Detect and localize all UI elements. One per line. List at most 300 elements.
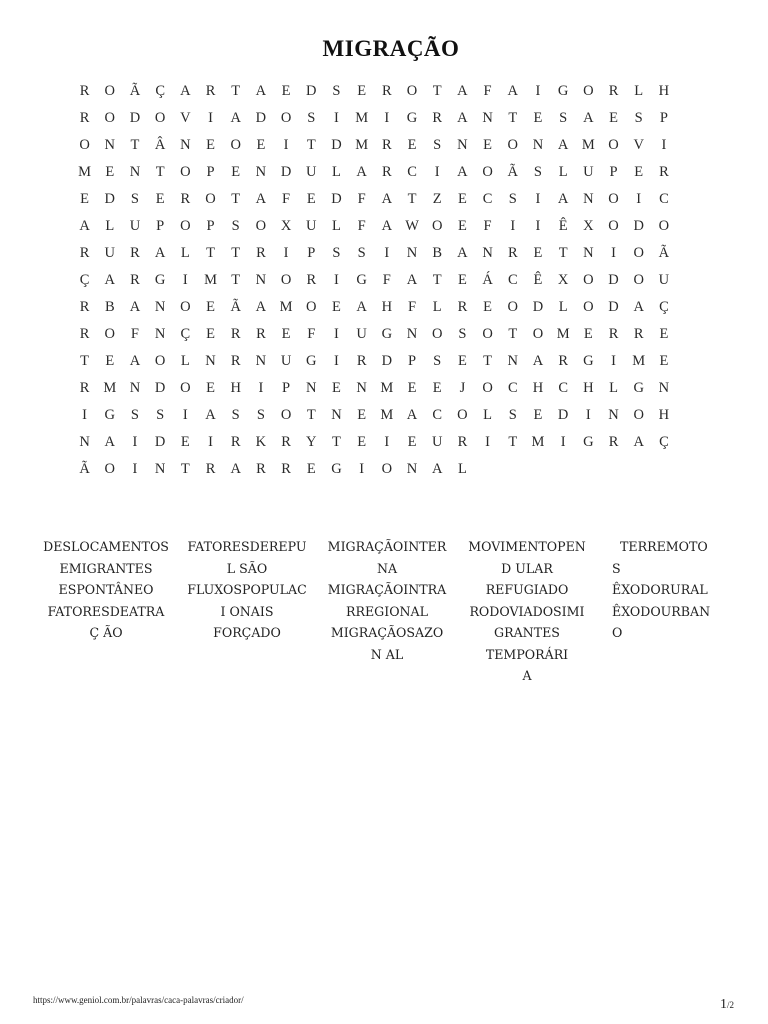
word-item: FLUXOSPOPULAC: [187, 582, 307, 597]
grid-letter: Ã: [79, 461, 90, 477]
grid-letter: I: [636, 191, 642, 207]
grid-letter: L: [609, 380, 618, 396]
word-column-2: [180, 536, 314, 644]
word-item: A: [522, 668, 532, 683]
grid-letter: O: [482, 326, 493, 342]
grid-letter: R: [382, 83, 392, 99]
grid-letter: R: [79, 326, 90, 342]
grid-letter: D: [608, 299, 619, 315]
grid-letter: F: [282, 191, 291, 207]
grid-letter: G: [583, 353, 594, 369]
grid-letter: I: [535, 218, 541, 234]
word-item: ÊXODOURBAN: [612, 603, 711, 619]
grid-letter: M: [632, 353, 646, 369]
grid-letter: F: [130, 326, 139, 342]
grid-letter: U: [129, 218, 141, 234]
grid-letter: O: [658, 218, 670, 234]
grid-letter: R: [230, 434, 241, 450]
grid-letter: G: [154, 272, 166, 288]
grid-letter: O: [180, 164, 191, 180]
grid-letter: L: [332, 218, 341, 234]
grid-letter: S: [433, 353, 442, 369]
grid-letter: L: [558, 299, 568, 315]
grid-letter: D: [104, 191, 116, 207]
grid-letter: M: [531, 434, 545, 450]
word-item: FORÇADO: [213, 625, 281, 640]
grid-letter: S: [533, 164, 542, 180]
grid-letter: I: [334, 110, 339, 126]
grid-letter: M: [78, 164, 92, 180]
grid-letter: A: [104, 272, 116, 288]
grid-letter: A: [255, 299, 267, 315]
grid-letter: U: [104, 245, 116, 261]
grid-letter: T: [432, 83, 442, 99]
grid-letter: I: [384, 434, 390, 450]
grid-letter: N: [154, 299, 166, 315]
grid-letter: Ç: [79, 272, 90, 288]
grid-letter: R: [230, 353, 241, 369]
grid-letter: W: [405, 218, 419, 234]
grid-letter: N: [180, 137, 191, 153]
grid-letter: E: [634, 164, 644, 180]
grid-letter: B: [104, 299, 115, 315]
grid-letter: N: [406, 245, 418, 261]
grid-letter: R: [230, 326, 241, 342]
grid-letter: E: [357, 83, 367, 99]
grid-letter: T: [558, 245, 568, 261]
grid-letter: N: [129, 164, 141, 180]
grid-letter: A: [79, 218, 90, 234]
grid-letter: U: [431, 434, 443, 450]
grid-letter: T: [483, 353, 493, 369]
grid-letter: E: [457, 353, 467, 369]
grid-letter: R: [256, 245, 266, 261]
grid-letter: Ç: [180, 326, 191, 342]
grid-letter: R: [79, 83, 90, 99]
grid-letter: Ç: [659, 434, 669, 450]
grid-letter: Ê: [558, 218, 568, 234]
grid-letter: P: [206, 164, 215, 180]
grid-letter: R: [558, 353, 568, 369]
grid-letter: A: [457, 245, 468, 261]
grid-letter: A: [583, 110, 594, 126]
grid-letter: E: [407, 137, 417, 153]
grid-letter: S: [130, 407, 139, 423]
grid-letter: Ã: [230, 299, 241, 315]
grid-letter: E: [432, 380, 442, 396]
grid-letter: E: [231, 164, 241, 180]
grid-letter: E: [659, 326, 669, 342]
grid-letter: I: [334, 272, 339, 288]
grid-letter: D: [154, 380, 166, 396]
grid-letter: O: [633, 407, 644, 423]
grid-letter: T: [231, 191, 241, 207]
grid-letter: P: [282, 380, 291, 396]
grid-letter: N: [658, 380, 670, 396]
grid-letter: M: [380, 407, 394, 423]
grid-letter: S: [332, 245, 341, 261]
grid-letter: N: [608, 407, 619, 423]
word-item: I ONAIS: [220, 603, 274, 619]
grid-letter: G: [406, 110, 418, 126]
grid-letter: F: [483, 83, 492, 99]
word-item: S: [612, 560, 621, 576]
grid-letter: I: [132, 461, 138, 477]
word-item: N AL: [370, 646, 404, 662]
grid-letter: A: [633, 434, 644, 450]
grid-letter: I: [434, 164, 440, 180]
grid-letter: D: [331, 191, 342, 207]
grid-letter: A: [381, 191, 393, 207]
grid-letter: O: [79, 137, 90, 153]
grid-letter: G: [356, 272, 367, 288]
grid-letter: C: [507, 272, 518, 288]
grid-letter: T: [332, 434, 341, 450]
grid-letter: R: [507, 245, 518, 261]
grid-letter: O: [608, 191, 619, 207]
grid-letter: D: [306, 83, 317, 99]
grid-letter: D: [532, 299, 544, 315]
grid-letter: M: [380, 380, 394, 396]
grid-letter: O: [280, 110, 292, 126]
grid-letter: C: [507, 380, 518, 396]
grid-letter: N: [129, 380, 141, 396]
grid-letter: N: [255, 272, 267, 288]
word-item: ESPONTÂNEO: [58, 582, 154, 597]
grid-letter: X: [280, 218, 292, 234]
grid-letter: J: [459, 380, 466, 396]
grid-letter: S: [433, 137, 442, 153]
word-item: NA: [376, 560, 398, 576]
grid-letter: O: [154, 353, 166, 369]
grid-letter: N: [406, 326, 418, 342]
grid-letter: D: [381, 353, 393, 369]
grid-letter: P: [659, 110, 668, 126]
grid-letter: A: [129, 299, 141, 315]
grid-letter: R: [608, 434, 619, 450]
grid-letter: I: [283, 137, 289, 153]
grid-letter: P: [307, 245, 316, 261]
grid-letter: K: [255, 434, 267, 450]
grid-letter: V: [180, 110, 191, 126]
grid-letter: O: [482, 164, 493, 180]
word-item: O: [612, 625, 623, 640]
grid-letter: O: [280, 272, 292, 288]
grid-letter: E: [105, 164, 115, 180]
grid-letter: A: [104, 434, 116, 450]
grid-letter: L: [457, 461, 467, 477]
grid-letter: C: [482, 191, 493, 207]
grid-letter: T: [206, 245, 215, 261]
grid-letter: A: [230, 461, 241, 477]
grid-letter: R: [432, 110, 443, 126]
grid-letter: I: [560, 434, 566, 450]
grid-letter: N: [457, 137, 468, 153]
word-item: RREGIONAL: [346, 603, 428, 619]
grid-letter: T: [155, 164, 165, 180]
grid-letter: U: [583, 164, 594, 180]
grid-letter: D: [129, 110, 141, 126]
word-item: RODOVIADOSIMI: [469, 603, 585, 619]
grid-letter: M: [279, 299, 293, 315]
grid-letter: N: [507, 353, 519, 369]
grid-letter: O: [583, 83, 594, 99]
page-title: MIGRAÇÃO: [322, 36, 460, 61]
grid-letter: T: [508, 110, 518, 126]
grid-letter: E: [332, 299, 341, 315]
grid-letter: O: [104, 110, 116, 126]
grid-letter: U: [306, 218, 317, 234]
grid-letter: S: [508, 191, 517, 207]
grid-letter: M: [355, 110, 369, 126]
grid-letter: R: [256, 461, 266, 477]
grid-letter: O: [104, 461, 116, 477]
grid-letter: I: [384, 110, 390, 126]
grid-letter: F: [357, 191, 366, 207]
grid-letter: R: [79, 245, 90, 261]
grid-letter: O: [280, 407, 292, 423]
grid-letter: P: [407, 353, 417, 369]
grid-letter: E: [357, 407, 367, 423]
grid-letter: E: [483, 137, 493, 153]
grid-letter: D: [255, 110, 267, 126]
grid-letter: Y: [306, 434, 317, 450]
grid-letter: E: [206, 326, 215, 342]
grid-letter: V: [633, 137, 644, 153]
grid-letter: O: [608, 218, 619, 234]
grid-letter: N: [306, 380, 317, 396]
grid-letter: T: [130, 137, 140, 153]
grid-letter: I: [334, 326, 339, 342]
grid-letter: N: [255, 353, 267, 369]
grid-letter: E: [457, 191, 467, 207]
grid-letter: T: [306, 407, 316, 423]
grid-letter: O: [608, 137, 619, 153]
grid-letter: O: [104, 326, 116, 342]
grid-letter: M: [556, 326, 570, 342]
grid-letter: S: [231, 218, 240, 234]
grid-letter: M: [204, 272, 217, 288]
grid-letter: E: [533, 245, 543, 261]
grid-letter: A: [431, 461, 443, 477]
grid-letter: A: [356, 164, 367, 180]
grid-letter: L: [634, 83, 644, 99]
grid-letter: G: [104, 407, 116, 423]
grid-letter: R: [79, 380, 90, 396]
grid-letter: I: [132, 434, 138, 450]
grid-letter: T: [508, 434, 518, 450]
grid-letter: O: [633, 245, 644, 261]
grid-letter: T: [80, 353, 90, 369]
grid-letter: I: [283, 245, 289, 261]
grid-letter: A: [205, 407, 216, 423]
grid-letter: D: [280, 164, 292, 180]
grid-letter: A: [230, 110, 241, 126]
grid-letter: Ã: [658, 245, 670, 261]
grid-letter: B: [432, 245, 443, 261]
word-item: L SÃO: [226, 560, 268, 576]
grid-letter: C: [659, 191, 669, 207]
grid-letter: N: [255, 164, 267, 180]
grid-letter: I: [182, 407, 188, 423]
grid-letter: N: [79, 434, 90, 450]
grid-letter: O: [431, 218, 443, 234]
grid-letter: E: [357, 434, 367, 450]
footer-url: https://www.geniol.com.br/palavras/caca-palavras/criador/: [33, 995, 244, 1005]
grid-letter: E: [332, 380, 341, 396]
grid-letter: N: [532, 137, 544, 153]
grid-letter: E: [457, 218, 467, 234]
grid-letter: A: [457, 110, 468, 126]
grid-letter: N: [356, 380, 367, 396]
grid-letter: E: [180, 434, 190, 450]
grid-letter: R: [79, 110, 90, 126]
grid-letter: Ê: [533, 272, 543, 288]
grid-letter: I: [208, 110, 213, 126]
grid-letter: I: [535, 83, 541, 99]
grid-letter: E: [457, 272, 467, 288]
grid-letter: O: [431, 326, 443, 342]
grid-letter: A: [507, 83, 519, 99]
grid-letter: O: [482, 380, 493, 396]
grid-letter: E: [206, 380, 215, 396]
grid-letter: E: [281, 83, 291, 99]
word-item: MIGRAÇÃOSAZO: [330, 625, 444, 640]
grid-letter: N: [104, 137, 116, 153]
grid-letter: H: [658, 407, 670, 423]
grid-letter: D: [557, 407, 569, 423]
grid-letter: U: [280, 353, 292, 369]
word-item: TERREMOTO: [612, 539, 708, 554]
grid-letter: Ã: [129, 83, 141, 99]
grid-letter: A: [457, 164, 468, 180]
grid-letter: O: [180, 380, 191, 396]
word-item: D ULAR: [501, 560, 553, 576]
grid-letter: T: [432, 272, 442, 288]
word-column-4: [463, 536, 591, 687]
grid-letter: I: [208, 434, 213, 450]
grid-letter: E: [306, 461, 316, 477]
grid-letter: E: [281, 326, 291, 342]
grid-letter: H: [658, 83, 670, 99]
grid-letter: I: [258, 380, 264, 396]
grid-letter: O: [230, 137, 241, 153]
grid-letter: G: [633, 380, 644, 396]
word-item: MIGRAÇÃOINTER: [327, 539, 447, 554]
grid-letter: L: [558, 164, 568, 180]
grid-letter: F: [407, 299, 417, 315]
grid-letter: O: [255, 218, 267, 234]
grid-letter: M: [103, 380, 117, 396]
grid-letter: G: [381, 326, 393, 342]
grid-letter: R: [457, 299, 468, 315]
grid-letter: Ç: [659, 299, 669, 315]
grid-letter: A: [255, 83, 267, 99]
grid-letter: I: [510, 218, 516, 234]
grid-letter: U: [306, 164, 317, 180]
page-number: [720, 995, 734, 1013]
grid-letter: N: [406, 461, 418, 477]
grid-letter: M: [581, 137, 595, 153]
grid-letter: T: [180, 461, 190, 477]
grid-letter: I: [384, 245, 390, 261]
grid-letter: N: [331, 407, 342, 423]
grid-letter: I: [359, 461, 365, 477]
grid-letter: S: [156, 407, 165, 423]
grid-letter: O: [205, 191, 216, 207]
grid-letter: O: [104, 83, 116, 99]
grid-letter: R: [356, 353, 367, 369]
grid-letter: O: [633, 272, 644, 288]
grid-letter: S: [458, 326, 467, 342]
grid-letter: O: [154, 110, 166, 126]
grid-letter: S: [130, 191, 139, 207]
grid-letter: E: [155, 191, 165, 207]
grid-letter: R: [256, 326, 266, 342]
grid-letter: A: [381, 218, 393, 234]
word-item: REFUGIADO: [485, 582, 569, 597]
grid-letter: I: [585, 407, 591, 423]
grid-letter: L: [332, 164, 341, 180]
grid-letter: G: [306, 353, 317, 369]
grid-letter: R: [205, 461, 216, 477]
word-item: FATORESDEATRA: [47, 603, 165, 619]
page-current: 1: [720, 997, 727, 1012]
grid-letter: R: [180, 191, 191, 207]
grid-letter: E: [105, 353, 115, 369]
grid-letter: X: [583, 218, 594, 234]
grid-letter: N: [154, 461, 166, 477]
grid-letter: T: [231, 245, 241, 261]
grid-letter: R: [281, 434, 291, 450]
word-column-5: [612, 536, 732, 644]
word-item: DESLOCAMENTOS: [43, 539, 169, 554]
grid-letter: H: [532, 380, 544, 396]
grid-letter: G: [557, 83, 569, 99]
word-item: EMIGRANTES: [59, 560, 153, 576]
grid-letter: M: [355, 137, 369, 153]
grid-letter: Ã: [507, 164, 519, 180]
grid-letter: R: [130, 272, 140, 288]
grid-letter: R: [633, 326, 644, 342]
grid-letter: E: [206, 299, 215, 315]
grid-letter: R: [130, 245, 140, 261]
grid-letter: I: [82, 407, 88, 423]
grid-letter: O: [306, 299, 317, 315]
grid-letter: L: [180, 245, 190, 261]
grid-letter: O: [507, 299, 519, 315]
grid-letter: F: [357, 218, 366, 234]
grid-letter: E: [533, 407, 543, 423]
grid-letter: E: [609, 110, 618, 126]
grid-letter: I: [334, 353, 339, 369]
grid-letter: O: [583, 299, 594, 315]
grid-letter: R: [608, 326, 619, 342]
grid-letter: S: [634, 110, 643, 126]
grid-letter: I: [182, 272, 188, 288]
grid-letter: F: [382, 272, 391, 288]
grid-letter: E: [583, 326, 593, 342]
grid-letter: C: [558, 380, 568, 396]
grid-letter: D: [608, 272, 619, 288]
grid-letter: L: [432, 299, 442, 315]
grid-letter: A: [406, 272, 418, 288]
grid-letter: U: [658, 272, 670, 288]
grid-letter: Á: [482, 272, 493, 288]
grid-letter: X: [557, 272, 569, 288]
grid-letter: E: [306, 191, 316, 207]
grid-letter: O: [180, 299, 191, 315]
